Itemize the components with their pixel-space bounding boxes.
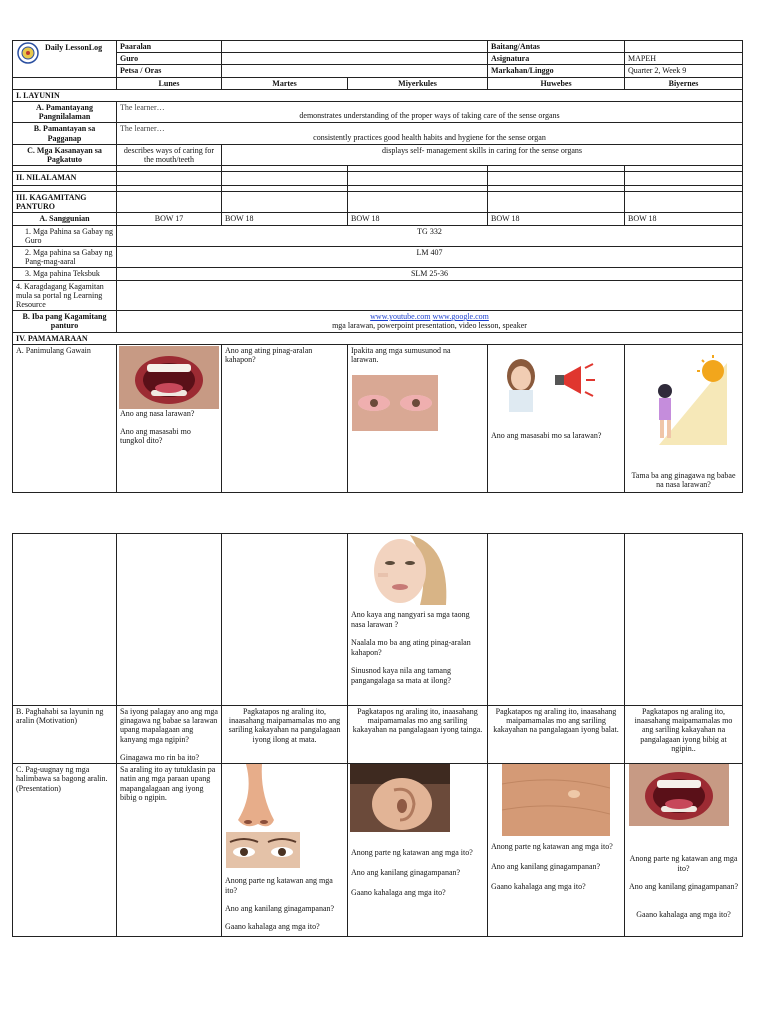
markahan-label: Markahan/Linggo [488, 65, 625, 77]
huwebes-c-q3: Gaano kahalaga ang mga ito? [491, 882, 586, 892]
paghahabi-miyerkules: Pagkatapos ng araling ito, inaasahang maipamamalas mo ang sariling kakayahan na pangalagaan iyong tainga. [348, 706, 488, 764]
skin-icon [502, 764, 610, 836]
karagdagang-label: 4. Karagdagang Kagamitan mula sa portal ng Learning Resource [13, 280, 117, 311]
martes-c-q2: Ano ang kanilang ginagampanan? [225, 904, 335, 914]
ear-icon [350, 764, 450, 832]
nilalaman-huwebes[interactable] [488, 172, 625, 186]
nose-icon [224, 764, 280, 832]
panimulang-miyerkules [348, 344, 488, 492]
kagamitan-heading: III. KAGAMITANG PANTURO [13, 192, 117, 213]
noise-headache-photo [489, 346, 607, 416]
iba-pang-kagamitan-text: mga larawan, powerpoint presentation, video lesson, speaker [332, 321, 527, 331]
paghahabi-label: B. Paghahabi sa layunin ng aralin (Motivation) [13, 706, 117, 764]
huwebes-c-q2: Ano ang kanilang ginagampanan? [491, 862, 601, 872]
pamantayang-pangnilalaman-label: A. Pamantayang Pangnilalaman [13, 101, 117, 122]
panimulang-lunes-q2: Ano ang masasabi mo tungkol dito? [120, 426, 191, 446]
miyerkules-c-q3: Gaano kahalaga ang mga ito? [351, 888, 446, 898]
day-miyerkules: Miyerkules [348, 77, 488, 89]
mouth-photo-2 [629, 764, 729, 826]
days-corner [13, 77, 117, 89]
eyes-icon [352, 375, 438, 431]
pag-uugnay-lunes: Sa araling ito ay tutuklasin pa natin ang mga paraan upang mapangalagaan ang iyong bibig o ngipin. [117, 764, 222, 937]
petsa-label: Petsa / Oras [117, 65, 222, 77]
pag-uugnay-martes [222, 764, 348, 937]
paaralan-label: Paaralan [117, 41, 222, 53]
teksbuk-label: 3. Mga pahina Teksbuk [13, 268, 117, 280]
asignatura-label: Asignatura [488, 53, 625, 65]
panimulang-biyernes-text: Tama ba ang ginagawa ng babae na nasa larawan? [631, 470, 736, 490]
wed-p2-q3: Sinusnod kaya nila ang tamang pangangalaga sa mata at ilong? [351, 666, 451, 685]
face-icon [350, 535, 450, 605]
bow-martes: BOW 18 [222, 213, 348, 225]
eyes-photo [226, 832, 300, 868]
lesson-log-page-1 [12, 40, 742, 493]
pag-uugnay-label: C. Pag-uugnay ng mga halimbawa sa bagong aralin. (Presentation) [13, 764, 117, 937]
learner-text: The learner… [120, 102, 165, 112]
pag-uugnay-biyernes [625, 764, 743, 937]
wed-p2-q2: Naalala mo ba ang ating pinag-aralan kahapon? [351, 638, 471, 657]
nose-picking-photo [350, 535, 450, 605]
gabay-guro-value: TG 332 [117, 225, 743, 246]
martes-c-q3: Gaano kahalaga ang mga ito? [225, 922, 320, 932]
panimulang-biyernes [625, 344, 743, 492]
red-eyes-photo [352, 375, 438, 431]
pamantayan-sa-pagganap-cell [117, 123, 743, 144]
header-logo-cell [13, 41, 117, 78]
pamantayan-sa-pagganap-label: B. Pamantayan sa Pagganap [13, 123, 117, 144]
guro-value[interactable] [222, 53, 488, 65]
paghahabi-martes: Pagkatapos ng araling ito, inaasahang maipamamalas mo ang sariling kakayahan na pangalagaan iyong ilong at mata. [222, 706, 348, 764]
paghahabi-huwebes: Pagkatapos ng araling ito, inaasahang maipamamalas mo ang sariling kakayahan na pangalagaan iyong balat. [488, 706, 625, 764]
panimulang-lunes [117, 344, 222, 492]
pag-uugnay-miyerkules [348, 764, 488, 937]
paghahabi-lunes-text2: Ginagawa mo rin ba ito? [120, 752, 200, 762]
teksbuk-value: SLM 25-36 [117, 268, 743, 280]
pamantayang-pangnilalaman-cell [117, 101, 743, 122]
day-lunes: Lunes [117, 77, 222, 89]
karagdagang-value[interactable] [117, 280, 743, 311]
eye-icon [226, 832, 300, 868]
nilalaman-lunes[interactable] [117, 172, 222, 186]
nose-photo [224, 764, 280, 832]
asignatura-value: MAPEH [625, 53, 743, 65]
sun-icon [639, 353, 727, 445]
ear-photo [350, 764, 450, 832]
layunin-heading: I. LAYUNIN [13, 89, 743, 101]
baitang-label: Baitang/Antas [488, 41, 625, 53]
day-martes: Martes [222, 77, 348, 89]
google-link[interactable]: www.google.com [432, 312, 489, 322]
guro-label: Guro [117, 53, 222, 65]
biyernes-c-q1: Anong parte ng katawan ang mga ito? [629, 854, 738, 873]
lesson-log-table-continued [12, 533, 743, 937]
day-huwebes: Huwebes [488, 77, 625, 89]
iba-pang-kagamitan-label: B. Iba pang Kagamitang panturo [13, 311, 117, 332]
bow-miyerkules: BOW 18 [348, 213, 488, 225]
open-mouth-icon [119, 346, 219, 409]
panimulang-lunes-q1: Ano ang nasa larawan? [120, 408, 195, 418]
youtube-link[interactable]: www.youtube.com [370, 312, 431, 322]
lesson-log-page-2 [12, 533, 742, 937]
bow-huwebes: BOW 18 [488, 213, 625, 225]
girl-sun-photo [639, 353, 727, 445]
huwebes-c-q1: Anong parte ng katawan ang mga ito? [491, 842, 613, 852]
paaralan-value[interactable] [222, 41, 488, 53]
martes-c-q1: Anong parte ng katawan ang mga ito? [225, 876, 333, 895]
panimulang-gawain-label: A. Panimulang Gawain [13, 344, 117, 492]
deped-seal-icon [17, 42, 39, 64]
biyernes-c-q3: Gaano kahalaga ang mga ito? [636, 910, 731, 920]
panimulang-miyerkules-text: Ipakita ang mga sumusunod na larawan. [351, 345, 451, 365]
panimulang-huwebes [488, 344, 625, 492]
paghahabi-biyernes: Pagkatapos ng araling ito, inaasahang maipamamalas mo ang sariling kakayahan na pangalagaan iyong bibig at ngipin.. [625, 706, 743, 764]
pamamaraan-heading: IV. PAMAMARAAN [13, 332, 743, 344]
kasanayan-lunes: describes ways of caring for the mouth/teeth [117, 144, 222, 165]
mouth-photo [119, 346, 219, 409]
sanggunian-label: A. Sanggunian [13, 213, 117, 225]
nilalaman-martes[interactable] [222, 172, 348, 186]
gabay-magaaral-value: LM 407 [117, 247, 743, 268]
panimulang-miyerkules-continued [348, 534, 488, 706]
panimulang-huwebes-text: Ano ang masasabi mo sa larawan? [491, 430, 602, 440]
header-title: Daily LessonLog [45, 43, 103, 52]
nilalaman-miyerkules[interactable] [348, 172, 488, 186]
paghahabi-lunes-text: Sa iyong palagay ano ang mga ginagawa ng babae sa larawan upang mapalagaan ang kanyang mga ngipin? [120, 707, 218, 744]
paghahabi-lunes [117, 706, 222, 764]
wed-p2-q1: Ano kaya ang nangyari sa mga taong nasa larawan ? [351, 610, 470, 629]
pamantayan-sa-pagganap-text: consistently practices good health habits and hygiene for the sense organ [313, 133, 546, 143]
kasanayan-label: C. Mga Kasanayan sa Pagkatuto [13, 144, 117, 165]
lesson-log-table [12, 40, 743, 493]
learner-text: The learner… [120, 124, 165, 134]
nilalaman-heading: II. NILALAMAN [13, 172, 117, 186]
baitang-value[interactable] [625, 41, 743, 53]
kasanayan-rest: displays self- management skills in caring for the sense organs [222, 144, 743, 165]
miyerkules-c-q1: Anong parte ng katawan ang mga ito? [351, 848, 473, 858]
panimulang-martes: Ano ang ating pinag-aralan kahapon? [222, 344, 348, 492]
biyernes-c-q2: Ano ang kanilang ginagampanan? [628, 882, 739, 892]
gabay-magaaral-label: 2. Mga pahina sa Gabay ng Pang-mag-aaral [13, 247, 117, 268]
pamantayang-pangnilalaman-text: demonstrates understanding of the proper ways of taking care of the sense organs [299, 110, 560, 120]
open-mouth-icon [629, 764, 729, 826]
markahan-value: Quarter 2, Week 9 [625, 65, 743, 77]
loudspeaker-icon [489, 346, 607, 416]
gabay-guro-label: 1. Mga Pahina sa Gabay ng Guro [13, 225, 117, 246]
bow-biyernes: BOW 18 [625, 213, 743, 225]
iba-pang-kagamitan-cell [117, 311, 743, 332]
skin-photo [502, 764, 610, 836]
nilalaman-biyernes[interactable] [625, 172, 743, 186]
bow-lunes: BOW 17 [117, 213, 222, 225]
day-biyernes: Biyernes [625, 77, 743, 89]
pag-uugnay-huwebes [488, 764, 625, 937]
petsa-value[interactable] [222, 65, 488, 77]
miyerkules-c-q2: Ano ang kanilang ginagampanan? [351, 868, 461, 878]
